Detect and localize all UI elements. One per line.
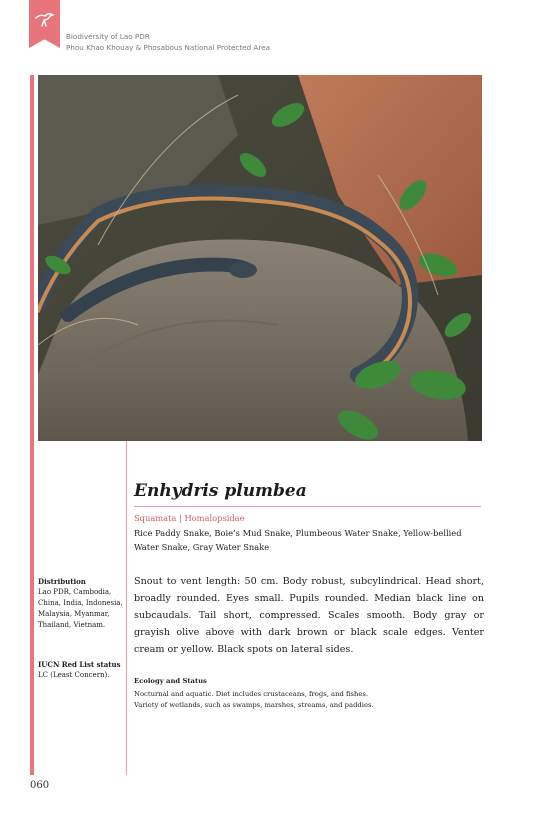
page-number: 060 — [30, 780, 50, 791]
header-tab — [29, 0, 60, 48]
ecology-line-2: Variety of wetlands, such as swamps, marshes, streams, and paddies. — [134, 701, 374, 709]
iucn-heading: IUCN Red List status — [38, 660, 121, 669]
species-description: Snout to vent length: 50 cm. Body robust, subcylindrical. Head short, broadly rounded. Eyes small. Pupils rounded. Median black line on subcaudals. Tail short, compressed. Scales smooth. Body gray or grayish olive above with dark brown or black scale edges. Venter cream or yellow. Black spots on lateral sides. — [134, 576, 484, 655]
iucn-block — [38, 659, 124, 681]
distribution-block — [38, 576, 124, 631]
common-names: Rice Paddy Snake, Boie’s Mud Snake, Plumbeous Water Snake, Yellow-bellied Water Snake, Gray Water Snake — [134, 528, 462, 552]
accent-bar — [30, 75, 34, 775]
title-rule — [134, 506, 481, 507]
header-line-2: Phou Khao Khouay & Phosabous National Protected Area — [66, 43, 270, 52]
distribution-text: Lao PDR, Cambodia, China, India, Indonesia, Malaysia, Myanmar, Thailand, Vietnam. — [38, 588, 123, 629]
column-divider — [126, 441, 127, 775]
species-name: Enhydris plumbea — [134, 481, 307, 501]
ecology-text — [134, 689, 484, 711]
distribution-heading: Distribution — [38, 577, 86, 586]
ecology-line-1: Nocturnal and aquatic. Diet includes crustaceans, frogs, and fishes. — [134, 690, 369, 698]
bird-icon — [33, 8, 55, 30]
ecology-heading: Ecology and Status — [134, 677, 207, 685]
taxonomy: Squamata | Homalopsidae — [134, 513, 245, 523]
species-photo — [38, 75, 482, 441]
iucn-text: LC (Least Concern). — [38, 671, 110, 679]
running-header — [66, 31, 270, 53]
header-line-1: Biodiversity of Lao PDR — [66, 32, 150, 41]
